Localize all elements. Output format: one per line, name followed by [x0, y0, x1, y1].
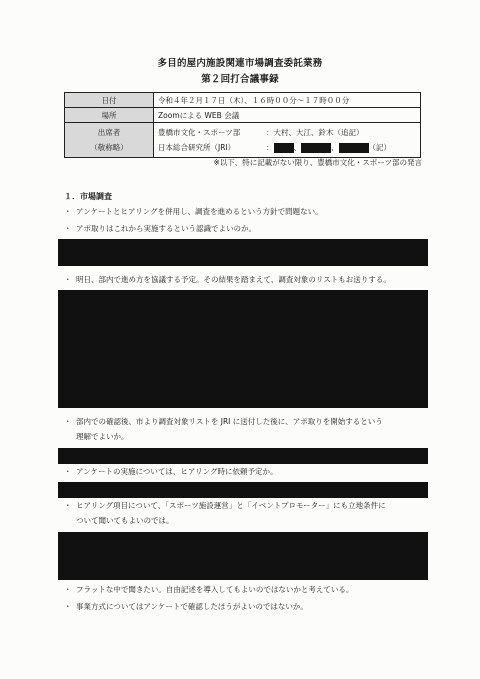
meeting-info-table: [64, 92, 421, 158]
attendee-line-city: [158, 125, 416, 140]
attendee-recorder-mark: （記）: [368, 143, 391, 152]
attendee-org-jri: 日本総合研究所（JRI）: [158, 143, 236, 152]
attendee-org-city: 豊橋市文化・スポーツ部: [158, 128, 241, 137]
bullet-text: アンケートとヒアリングを併用し、調査を進めるという方針で問題ない。: [76, 207, 323, 216]
bullet-mark: ・: [64, 207, 72, 216]
bullet-item: [64, 204, 428, 219]
bullet-text-continued: 理解でよいか。: [76, 432, 129, 441]
redaction-name-3: [339, 143, 369, 153]
place-label: 場所: [65, 108, 154, 123]
bullet-text: 部内での確認後、市より調査対象リストを JRI に送付した後に、アポ取りを開始するという: [76, 417, 383, 426]
document-subtitle: 第２回打合議事録: [201, 74, 279, 85]
section-title-market-survey: １．市場調査: [64, 192, 112, 201]
bullet-mark: ・: [64, 275, 72, 284]
bullet-text: フラットな中で聞きたい。自由記述を導入してもよいのではないかと考えている。: [76, 585, 354, 594]
redaction-name-1: [274, 143, 294, 153]
bullet-item: [64, 582, 428, 597]
attendee-line-jri: [158, 140, 416, 155]
document-title: 多目的屋内施設関連市場調査委託業務: [157, 58, 323, 69]
speaker-note: ※以下、特に記載がない限り、豊橋市文化・スポーツ部の発言: [213, 158, 422, 167]
attendees-honorific-note: （敬称略）: [90, 143, 128, 152]
bullet-text: ヒアリング項目について、「スポーツ施設運営」と「イベントプロモーター」にも立地条件に: [76, 501, 386, 510]
bullet-mark: ・: [64, 585, 72, 594]
attendee-separator-1: 、: [293, 143, 301, 152]
redaction-name-2: [301, 143, 331, 153]
attendees-label: 出席者: [97, 128, 121, 137]
bullet-item: [64, 498, 428, 528]
bullet-item: [64, 272, 428, 287]
place-value: Zoomによる WEB 会議: [154, 108, 421, 123]
bullet-text: アポ取りはこれから実施するという認識でよいのか。: [76, 224, 256, 233]
bullet-mark: ・: [64, 501, 72, 510]
bullet-text: アンケートの実施については、ヒアリング時に依頼予定か。: [76, 467, 278, 476]
bullet-text: 明日、部内で進め方を協議する予定。その結果を踏まえて、調査対象のリストもお送りする。: [76, 275, 391, 284]
redaction-block: [58, 532, 428, 580]
bullet-item: [64, 464, 428, 479]
attendees-value-cell: [154, 123, 421, 158]
bullet-item: [64, 414, 428, 444]
bullet-text: 事業方式についてはアンケートで確認したほうがよいのではないか。: [76, 602, 308, 611]
bullet-mark: ・: [64, 602, 72, 611]
attendee-colon-jri: ：: [266, 143, 274, 152]
date-value: 令和４年２月１７日（木）、１６時００分～１７時００分: [154, 93, 421, 108]
redaction-block: [58, 448, 428, 464]
redaction-block: [58, 239, 428, 266]
bullet-text-continued: ついて聞いてもよいのでは。: [76, 516, 174, 525]
date-label: 日付: [65, 93, 154, 108]
attendee-separator-2: 、: [331, 143, 339, 152]
bullet-item: [64, 599, 428, 614]
redaction-block: [58, 482, 428, 498]
redaction-block: [58, 290, 428, 408]
bullet-mark: ・: [64, 417, 72, 426]
bullet-mark: ・: [64, 224, 72, 233]
bullet-mark: ・: [64, 467, 72, 476]
attendees-label-cell: [65, 123, 154, 158]
attendee-names-city: ：大村、大江、鈴木（追記）: [266, 128, 364, 137]
bullet-item: [64, 221, 428, 236]
